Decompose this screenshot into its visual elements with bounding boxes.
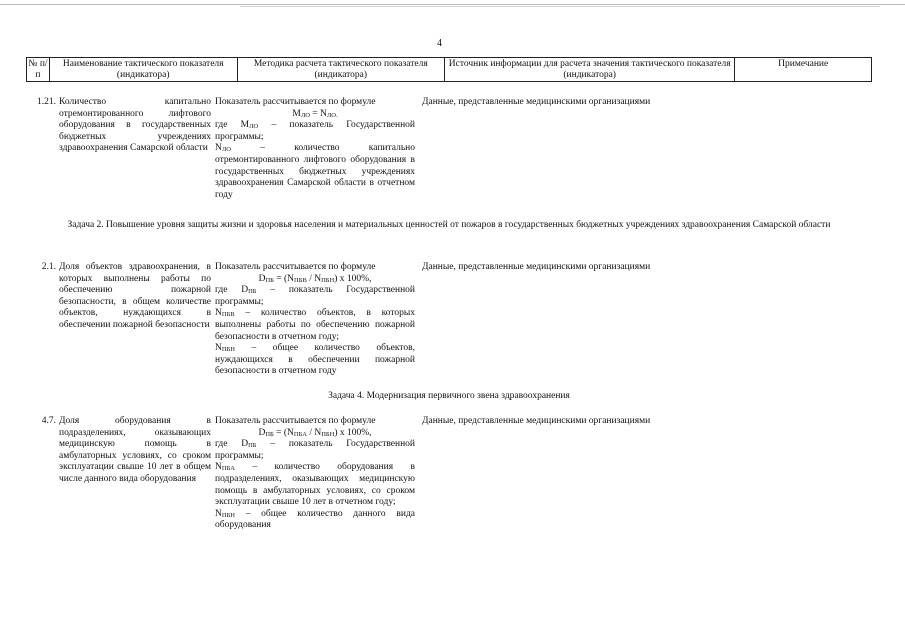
source-cell: Данные, представленные медицинскими организациями	[422, 97, 651, 107]
definition: $N_{ЛО}$ – количество капитально отремонтированного лифтового оборудования в государственных бюджетных учреждениях здравоохранения Самарской области в отчетном году	[215, 143, 415, 200]
indicator-name: Количество капитально отремонтированного лифтового оборудования в государственных бюджетных учреждениях здравоохранения Самарской области	[59, 97, 211, 154]
task-heading: Задача 2. Повышение уровня защиты жизни и здоровья населения и материальных ценностей от пожаров в государственных бюджетных учреждениях здравоохранения Самарской области	[67, 220, 831, 230]
table-header	[26, 57, 872, 82]
row-number: 4.7.	[41, 416, 56, 426]
method-intro: Показатель рассчитывается по формуле	[215, 262, 376, 272]
definition: $N_{ПБН}$ – общее количество объектов, нуждающихся в обеспечении пожарной безопасности в отчетном году	[215, 343, 415, 377]
page-number: 4	[437, 38, 442, 49]
table-row	[26, 97, 722, 201]
indicator-name: Доля оборудования в подразделениях, оказывающих медицинскую помощь в амбулаторных условиях, со сроком эксплуатации свыше 10 лет в общем числе данного вида оборудования	[59, 416, 211, 484]
header-name: Наименование тактического показателя (индикатора)	[50, 58, 238, 81]
row-number: 2.1.	[41, 262, 56, 272]
formula: $D_{ПБ} = (N_{ПБА} / N_{ПБН})$ x 100%,	[258, 427, 372, 438]
method-cell	[215, 416, 415, 532]
source-cell: Данные, представленные медицинскими организациями	[422, 262, 651, 272]
definition: $N_{ПБН}$ – общее количество данного вида оборудования	[215, 508, 415, 531]
definition: $N_{ПБА}$ – количество оборудования в подразделениях, оказывающих медицинскую помощь в амбулаторных условиях, со сроком эксплуатации свыше 10 лет в отчетном году;	[215, 462, 415, 508]
header-source: Источник информации для расчета значения тактического показателя (индикатора)	[445, 58, 735, 81]
table-row	[26, 262, 722, 378]
source-cell: Данные, представленные медицинскими организациями	[422, 416, 651, 426]
method-cell	[215, 262, 415, 378]
formula: $M_{ЛО} = N_{ЛО.}$	[292, 108, 338, 119]
definition: где $M_{ЛО}$ – показатель Государственной программы;	[215, 120, 416, 142]
task-heading: Задача 4. Модернизация первичного звена здравоохранения	[328, 391, 570, 401]
scan-top-line-2	[240, 6, 880, 7]
header-method: Методика расчета тактического показателя (индикатора)	[238, 58, 446, 81]
header-note: Примечание	[778, 59, 829, 69]
definition: где $D_{ПБ}$ – показатель Государственной программы;	[215, 285, 415, 307]
method-intro: Показатель рассчитывается по формуле	[215, 97, 376, 107]
method-cell	[215, 97, 415, 201]
scan-top-line	[0, 4, 905, 5]
header-num: № п/п	[27, 58, 50, 81]
definition: где $D_{ПБ}$ – показатель Государственной программы;	[215, 439, 415, 461]
row-number: 1.21.	[37, 97, 56, 107]
indicator-name: Доля объектов здравоохранения, в которых выполнены работы по обеспечению пожарной безопасности, в общем количестве объектов, нуждающихся в обеспечении пожарной безопасности	[59, 262, 211, 330]
formula: $D_{ПБ} = (N_{ПБВ} / N_{ПБН})$ x 100%,	[258, 273, 372, 284]
definition: $N_{ПБВ}$ – количество объектов, в которых выполнены работы по обеспечению пожарной безопасности в отчетном году;	[215, 308, 415, 342]
method-intro: Показатель рассчитывается по формуле	[215, 416, 376, 426]
table-row	[26, 416, 722, 532]
